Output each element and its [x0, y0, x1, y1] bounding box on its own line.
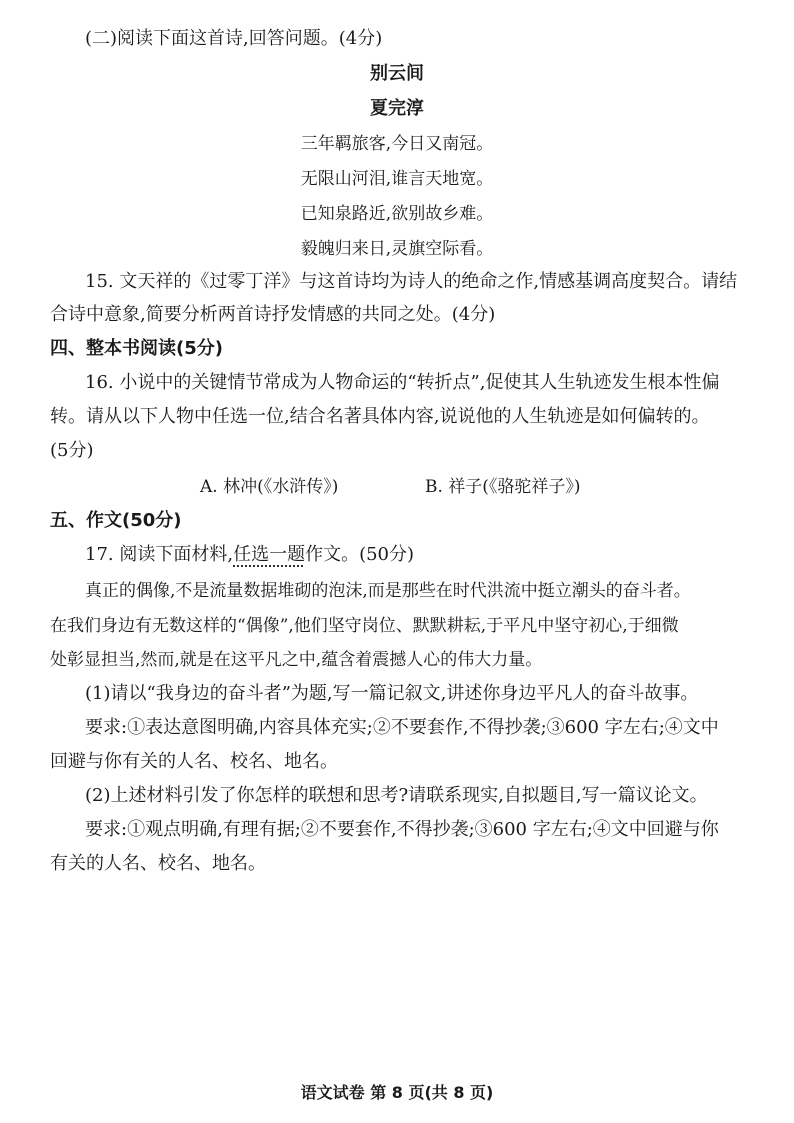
q17-prompt1-req: 要求:①表达意图明确,内容具体充实;②不要套作,不得抄袭;③600 字左右;④文中 [85, 717, 719, 738]
q17-prompt2-req: 有关的人名、校名、地名。 [50, 853, 266, 874]
q16-options [0, 470, 794, 504]
q17-prompt1: (1)请以“我身边的奋斗者”为题,写一篇记叙文,讲述你身边平凡人的奋斗故事。 [85, 683, 699, 704]
q17-material-line: 真正的偶像,不是流量数据堆砌的泡沫,而是那些在时代洪流中挺立潮头的奋斗者。 [85, 581, 691, 601]
section2-intro: (二)阅读下面这首诗,回答问题。(4分) [85, 28, 383, 49]
q17-intro-post: 作文。(50分) [305, 544, 415, 565]
q16-line: (5分) [50, 440, 94, 461]
q17-prompt1-req: 回避与你有关的人名、校名、地名。 [50, 751, 338, 772]
poem-line: 三年羁旅客,今日又南冠。 [300, 134, 494, 154]
page-footer: 语文试卷 第 8 页(共 8 页) [300, 1083, 494, 1102]
poem-line: 毅魄归来日,灵旗空际看。 [300, 239, 494, 259]
poem-line: 已知泉路近,欲别故乡难。 [300, 204, 494, 224]
q17-prompt2: (2)上述材料引发了你怎样的联想和思考?请联系现实,自拟题目,写一篇议论文。 [85, 785, 708, 806]
q15-line: 合诗中意象,简要分析两首诗抒发情感的共同之处。(4分) [50, 304, 496, 325]
section5-title: 五、作文(50分) [50, 510, 182, 531]
poem-title: 别云间 [370, 63, 424, 84]
q17-intro-emphasis: 任选一题 [233, 544, 306, 565]
q17-material-line: 处彰显担当,然而,就是在这平凡之中,蕴含着震撼人心的伟大力量。 [50, 650, 543, 670]
poem-author: 夏完淳 [370, 98, 424, 119]
section4-title: 四、整本书阅读(5分) [50, 338, 223, 359]
q16-line: 16. 小说中的关键情节常成为人物命运的“转折点”,促使其人生轨迹发生根本性偏 [85, 372, 720, 393]
q16-option-a: A. 林冲(《水浒传》) [200, 477, 339, 497]
q17-intro [85, 538, 750, 572]
q17-material-line: 在我们身边有无数这样的“偶像”,他们坚守岗位、默默耕耘,于平凡中坚守初心,于细微 [50, 616, 679, 636]
q17-prompt2-req: 要求:①观点明确,有理有据;②不要套作,不得抄袭;③600 字左右;④文中回避与你 [85, 819, 719, 840]
poem-line: 无限山河泪,谁言天地宽。 [300, 169, 494, 189]
q17-intro-pre: 17. 阅读下面材料, [85, 544, 234, 565]
q15-line: 15. 文天祥的《过零丁洋》与这首诗均为诗人的绝命之作,情感基调高度契合。请结 [85, 271, 738, 292]
q16-line: 转。请从以下人物中任选一位,结合名著具体内容,说说他的人生轨迹是如何偏转的。 [50, 406, 710, 427]
q16-option-b: B. 祥子(《骆驼祥子》) [425, 477, 581, 497]
